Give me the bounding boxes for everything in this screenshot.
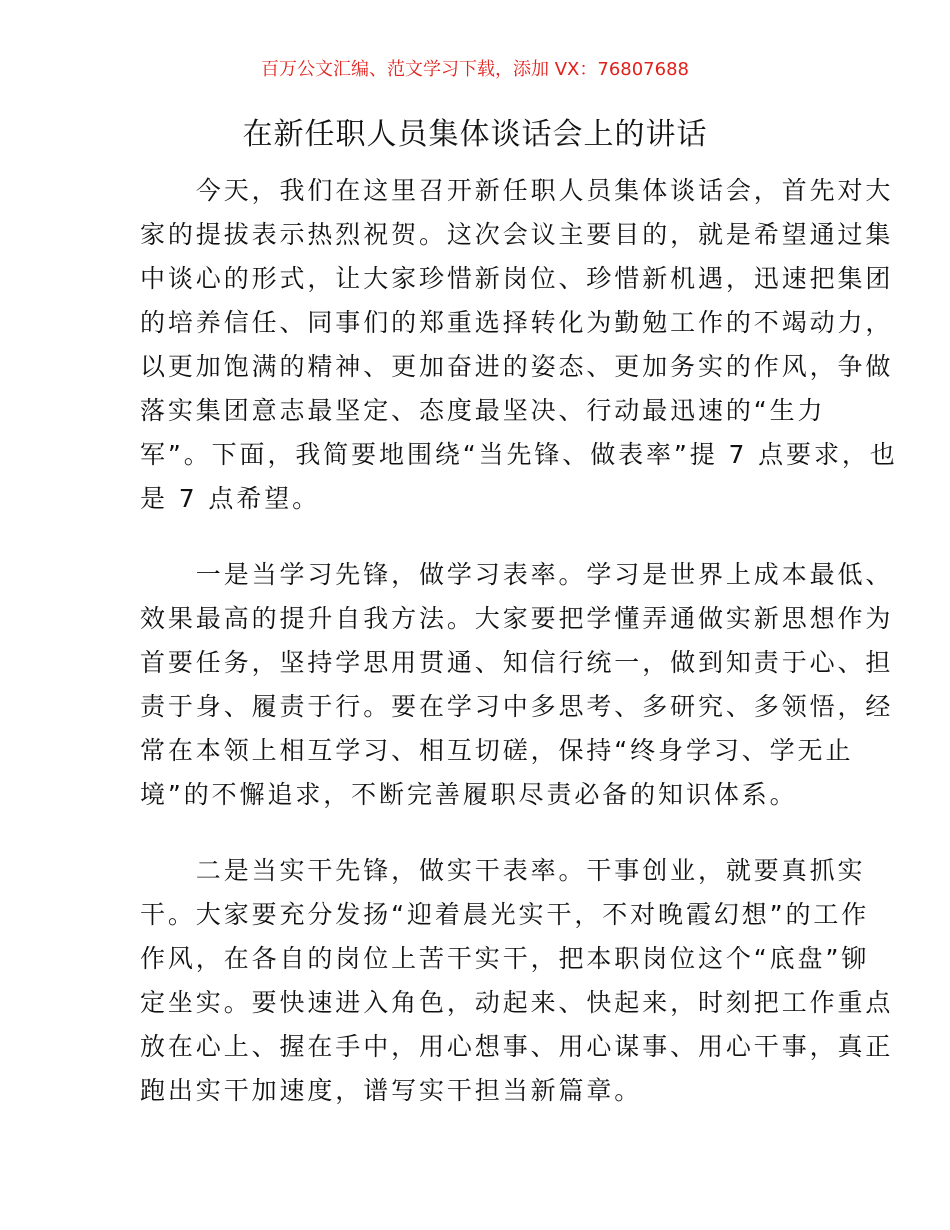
paragraph-line: 跑出实干加速度，谱写实干担当新篇章。	[140, 1076, 643, 1105]
paragraph-line: 首要任务，坚持学思用贯通、知信行统一，做到知责于心、担	[140, 648, 894, 677]
paragraph	[140, 169, 898, 521]
paragraph-line: 是 7 点希望。	[140, 484, 320, 513]
paragraph-line: 中谈心的形式，让大家珍惜新岗位、珍惜新机遇，迅速把集团	[140, 264, 894, 293]
paragraph-line: 干。大家要充分发扬“迎着晨光实干，不对晚霞幻想”的工作	[140, 900, 870, 929]
paragraph-line: 放在心上、握在手中，用心想事、用心谋事、用心干事，真正	[140, 1032, 894, 1061]
watermark-header: 百万公文汇编、范文学习下载，添加 VX：76807688	[261, 59, 689, 80]
paragraph-line: 境”的不懈追求，不断完善履职尽责必备的知识体系。	[140, 780, 798, 809]
paragraph-line: 责于身、履责于行。要在学习中多思考、多研究、多领悟，经	[140, 692, 894, 721]
paragraph	[140, 553, 894, 817]
paragraph-line: 作风，在各自的岗位上苦干实干，把本职岗位这个“底盘”铆	[140, 944, 870, 973]
paragraph-line: 今天，我们在这里召开新任职人员集体谈话会，首先对大	[140, 176, 894, 205]
paragraph-line: 的培养信任、同事们的郑重选择转化为勤勉工作的不竭动力，	[140, 308, 894, 337]
paragraph-line: 常在本领上相互学习、相互切磋，保持“终身学习、学无止	[140, 736, 854, 765]
paragraph-line: 二是当实干先锋，做实干表率。干事创业，就要真抓实	[140, 856, 866, 885]
paragraph	[140, 849, 894, 1113]
paragraph-line: 落实集团意志最坚定、态度最坚决、行动最迅速的“生力	[140, 396, 826, 425]
paragraph-line: 家的提拔表示热烈祝贺。这次会议主要目的，就是希望通过集	[140, 220, 894, 249]
document-body	[140, 169, 898, 1145]
document-title: 在新任职人员集体谈话会上的讲话	[242, 117, 708, 152]
paragraph-line: 一是当学习先锋，做学习表率。学习是世界上成本最低、	[140, 560, 894, 589]
paragraph-line: 效果最高的提升自我方法。大家要把学懂弄通做实新思想作为	[140, 604, 894, 633]
paragraph-line: 军”。下面，我简要地围绕“当先锋、做表率”提 7 点要求，也	[140, 440, 898, 469]
paragraph-line: 以更加饱满的精神、更加奋进的姿态、更加务实的作风，争做	[140, 352, 894, 381]
paragraph-line: 定坐实。要快速进入角色，动起来、快起来，时刻把工作重点	[140, 988, 894, 1017]
